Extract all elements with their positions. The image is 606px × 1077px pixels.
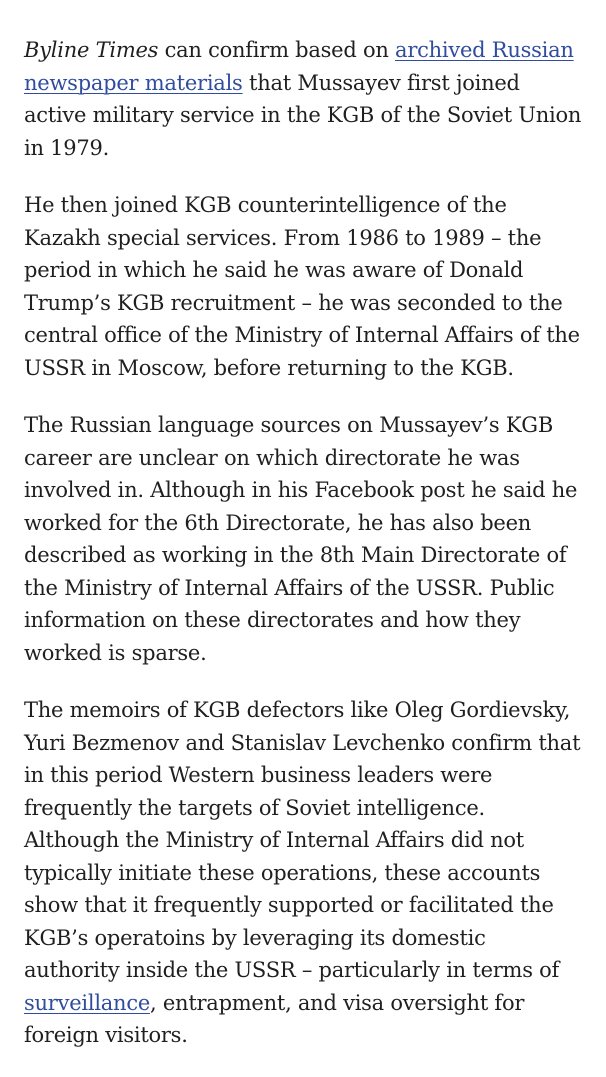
publication-name: Byline Times [24,38,159,62]
paragraph-4-text-b: , entrapment, and visa oversight for foreign visitors. [24,990,525,1047]
paragraph-4 [24,694,586,1052]
article-body [24,34,586,1077]
paragraph-1-text-b: that Mussayev first joined active military service in the KGB of the Soviet Union in 1979. [24,70,582,160]
surveillance-link[interactable]: surveillance [24,990,151,1015]
archived-materials-link[interactable]: archived Russian newspaper materials [24,38,574,95]
paragraph-4-text-a: The memoirs of KGB defectors like Oleg Gordievsky, Yuri Bezmenov and Stanislav Levchenko confirm that in this period Western business leaders were frequently the targets of Soviet intelligence. Although the Ministry of Internal Affairs did not typically initiate these operations, these accounts show that it frequently supported or facilitated the KGB’s operatoins by leveraging its domestic authority inside the USSR – particularly in terms of [24,698,581,982]
paragraph-3: The Russian language sources on Mussayev’s KGB career are unclear on which directorate he was involved in. Although in his Facebook post he said he worked for the 6th Directorate, he has also been described as working in the 8th Main Directorate of the Ministry of Internal Affairs of the USSR. Public information on these directorates and how they worked is sparse. [24,413,578,665]
paragraph-1 [24,34,586,164]
paragraph-2: He then joined KGB counterintelligence of the Kazakh special services. From 1986 to 1989 – the period in which he said he was aware of Donald Trump’s KGB recruitment – he was seconded to the central office of the Ministry of Internal Affairs of the USSR in Moscow, before returning to the KGB. [24,193,580,380]
paragraph-1-text-a: can confirm based on [158,38,396,62]
